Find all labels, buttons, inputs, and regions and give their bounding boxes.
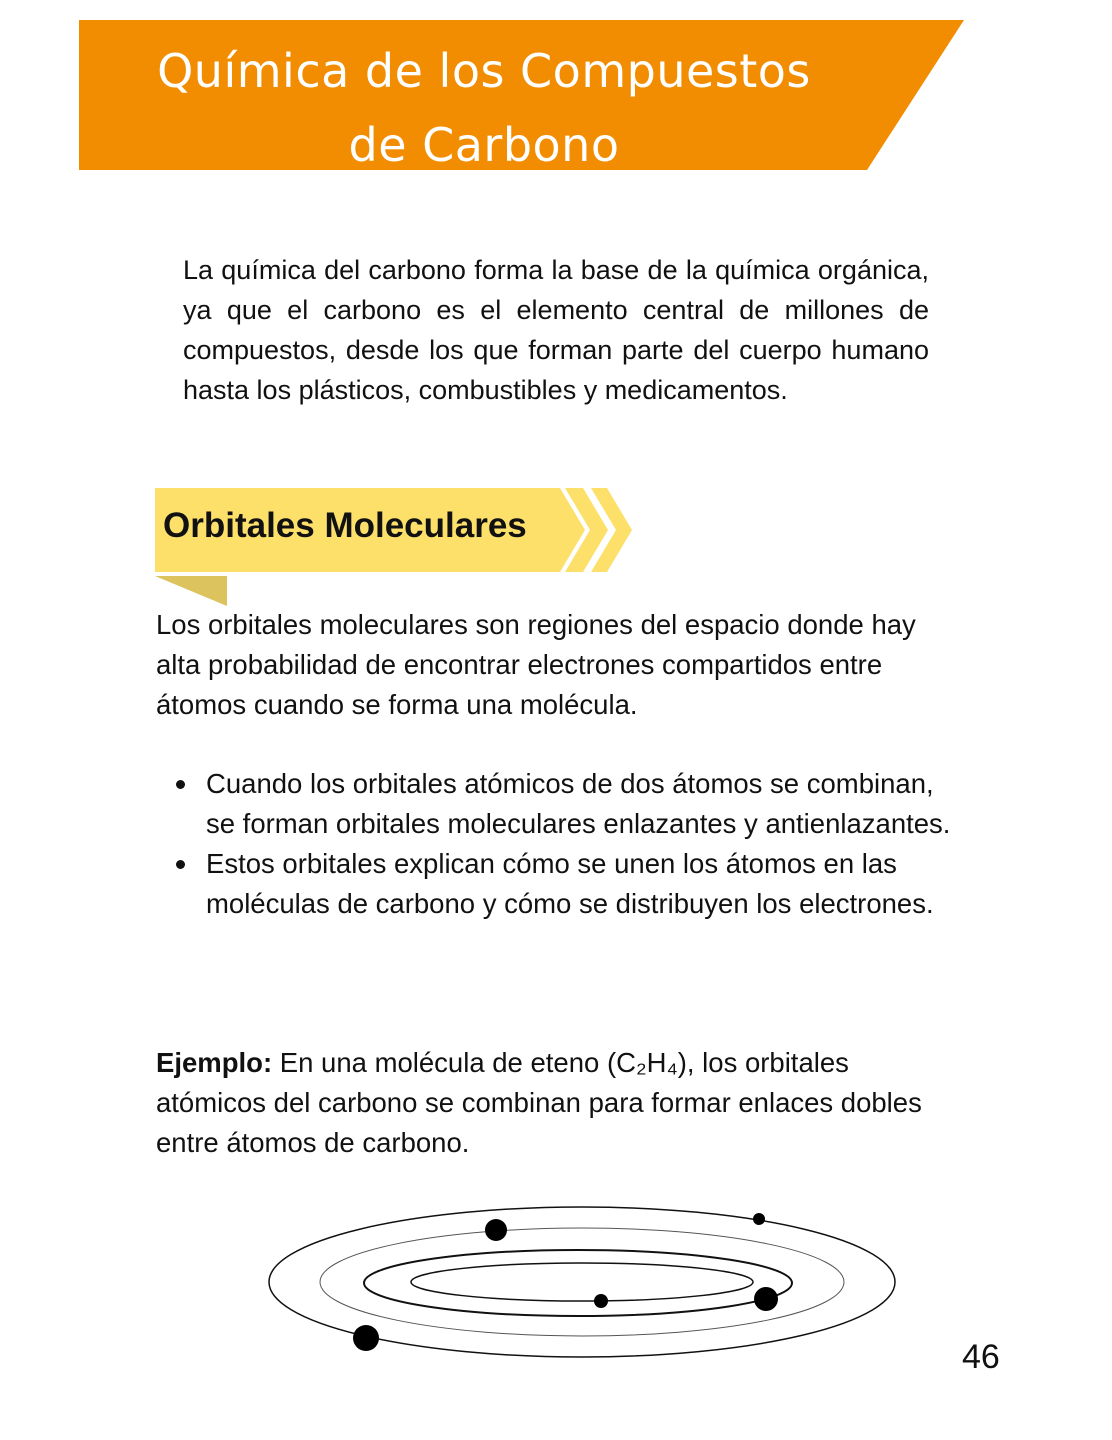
intro-paragraph: La química del carbono forma la base de la química orgánica, ya que el carbono es el elemento central de millones de compuestos, desde los que forman parte del cuerpo humano hasta los plásticos, combustibles y medicamentos. bbox=[183, 255, 929, 405]
page-number: 46 bbox=[962, 1338, 1000, 1376]
bullet-list bbox=[156, 764, 956, 924]
orbit-inner bbox=[411, 1263, 753, 1301]
list-item bbox=[156, 764, 956, 844]
example-paragraph bbox=[156, 1043, 956, 1163]
electron-icon bbox=[754, 1287, 778, 1311]
orbit-second bbox=[320, 1228, 844, 1336]
electron-icon bbox=[353, 1325, 379, 1351]
bullet-icon bbox=[176, 860, 185, 869]
page-title-line1: Química de los Compuestos bbox=[157, 44, 811, 98]
bullet-text: Estos orbitales explican cómo se unen los átomos en las moléculas de carbono y cómo se distribuyen los electrones. bbox=[206, 848, 934, 919]
bullet-text: Cuando los orbitales atómicos de dos átomos se combinan, se forman orbitales moleculares enlazantes y antienlazantes. bbox=[206, 768, 951, 839]
page-title bbox=[79, 34, 889, 182]
orbitals-paragraph: Los orbitales moleculares son regiones del espacio donde hay alta probabilidad de encontrar electrones compartidos entre átomos cuando se forma una molécula. bbox=[156, 609, 916, 720]
orbital-diagram-icon bbox=[260, 1195, 910, 1365]
electron-icon bbox=[485, 1219, 507, 1241]
section-heading bbox=[155, 488, 635, 608]
title-banner bbox=[79, 20, 964, 170]
example-text: En una molécula de eteno (C₂H₄), los orbitales atómicos del carbono se combinan para formar enlaces dobles entre átomos de carbono. bbox=[156, 1047, 922, 1158]
electron-icon bbox=[753, 1213, 765, 1225]
example-label: Ejemplo: bbox=[156, 1047, 273, 1078]
electron-icon bbox=[594, 1294, 608, 1308]
page-title-line2: de Carbono bbox=[348, 118, 620, 172]
list-item bbox=[156, 844, 956, 924]
orbit-third bbox=[364, 1250, 792, 1316]
bullet-icon bbox=[176, 780, 185, 789]
section-title: Orbitales Moleculares bbox=[163, 506, 527, 545]
